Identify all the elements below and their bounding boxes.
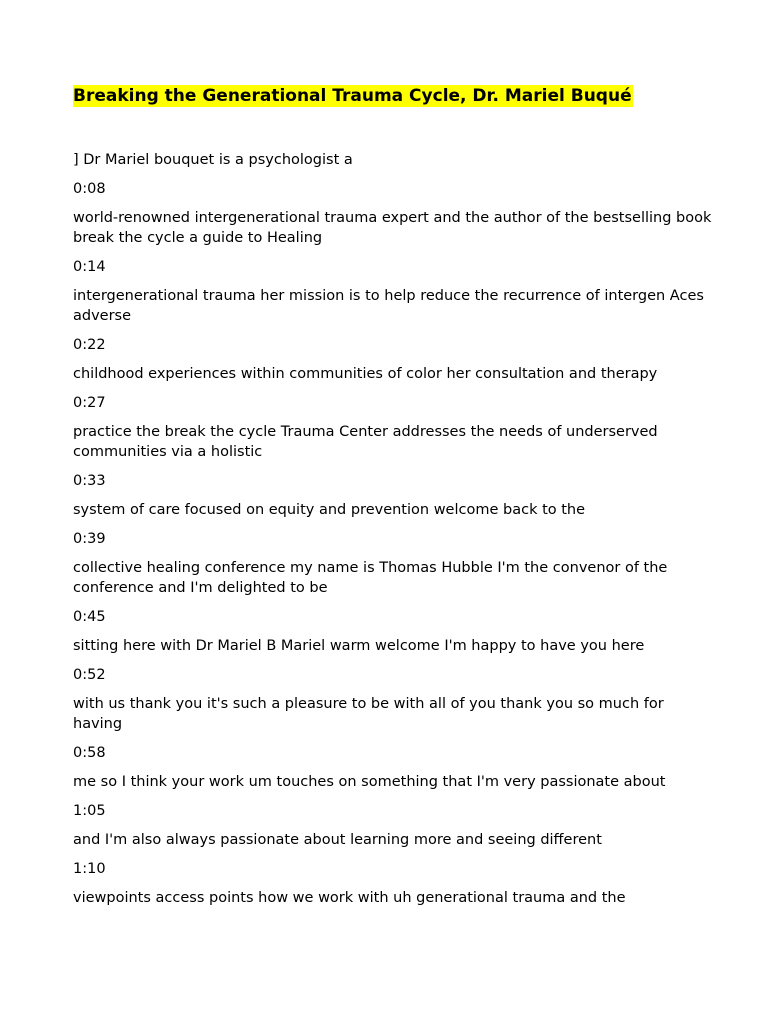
document-title: Breaking the Generational Trauma Cycle, Dr. Mariel Buqué	[73, 86, 632, 106]
timestamp: 0:27	[73, 395, 106, 411]
timestamp: 0:33	[73, 473, 106, 489]
timestamp: 0:58	[73, 745, 106, 761]
timestamp: 0:14	[73, 259, 106, 275]
transcript-line: childhood experiences within communities of color her consultation and therapy	[73, 366, 658, 382]
transcript-line: with us thank you it's such a pleasure to be with all of you thank you so much for having	[73, 696, 664, 732]
timestamp: 1:10	[73, 861, 106, 877]
transcript-line: viewpoints access points how we work with uh generational trauma and the	[73, 890, 626, 906]
transcript-line: practice the break the cycle Trauma Center addresses the needs of underserved communities via a holistic	[73, 424, 658, 460]
transcript-line: intergenerational trauma her mission is to help reduce the recurrence of intergen Aces adverse	[73, 288, 704, 324]
timestamp: 1:05	[73, 803, 106, 819]
timestamp: 0:08	[73, 181, 106, 197]
transcript-line: system of care focused on equity and prevention welcome back to the	[73, 502, 586, 518]
transcript-line: me so I think your work um touches on something that I'm very passionate about	[73, 774, 666, 790]
transcript-body	[73, 150, 713, 917]
transcript-line: world-renowned intergenerational trauma expert and the author of the bestselling book break the cycle a guide to Healing	[73, 210, 712, 246]
timestamp: 0:22	[73, 337, 106, 353]
timestamp: 0:52	[73, 667, 106, 683]
title-container	[73, 85, 633, 107]
transcript-line: and I'm also always passionate about learning more and seeing different	[73, 832, 602, 848]
transcript-line: collective healing conference my name is Thomas Hubble I'm the convenor of the conference and I'm delighted to be	[73, 560, 668, 596]
timestamp: 0:45	[73, 609, 106, 625]
timestamp: 0:39	[73, 531, 106, 547]
transcript-line: sitting here with Dr Mariel B Mariel warm welcome I'm happy to have you here	[73, 638, 645, 654]
transcript-line: ] Dr Mariel bouquet is a psychologist a	[73, 152, 353, 168]
